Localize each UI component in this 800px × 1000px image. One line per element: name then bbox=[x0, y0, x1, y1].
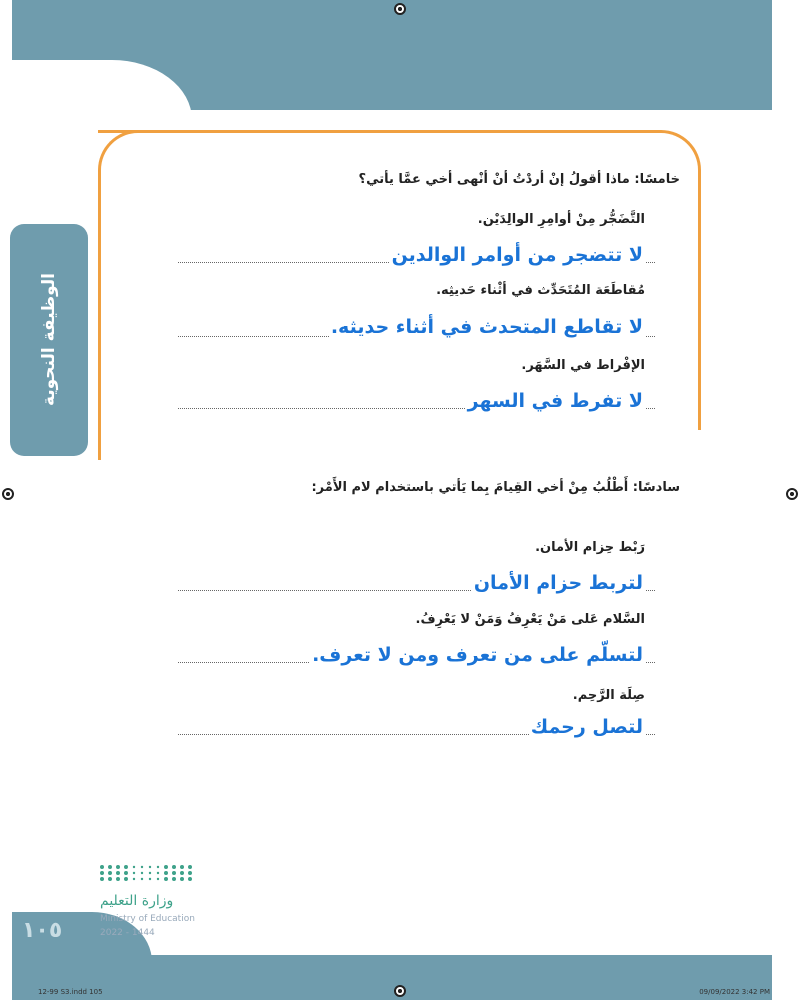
logo-dot bbox=[108, 865, 112, 869]
slug-left: 12-99 S3.indd 105 bbox=[38, 988, 103, 996]
prompt: مُقاطَعَة المُتَحَدِّث في أثْناء حَديثِه. bbox=[436, 283, 645, 298]
logo-dot bbox=[157, 866, 159, 868]
logo-dot bbox=[180, 877, 184, 881]
logo-dot bbox=[108, 871, 112, 875]
logo-dot bbox=[100, 877, 104, 881]
ministry-logo-dots bbox=[100, 865, 190, 881]
logo-dot bbox=[141, 878, 143, 880]
logo-dot bbox=[188, 877, 192, 881]
logo-dot bbox=[149, 878, 151, 880]
prompt: السَّلام عَلى مَنْ يَعْرِفُ وَمَنْ لا يَعْرِفُ. bbox=[415, 612, 645, 627]
logo-dot bbox=[124, 865, 128, 869]
logo-dot bbox=[108, 877, 112, 881]
logo-dot bbox=[124, 877, 128, 881]
side-tab-label: الوظيفة النحوية bbox=[39, 273, 59, 407]
logo-dot bbox=[133, 872, 135, 874]
logo-dot bbox=[133, 878, 135, 880]
logo-dot bbox=[157, 878, 159, 880]
answer[interactable]: لا تفرط في السهر bbox=[467, 390, 643, 412]
logo-arabic: وزارة التعليم bbox=[100, 893, 174, 909]
prompt: الإفْراط في السَّهَر. bbox=[521, 358, 645, 373]
logo-dot bbox=[188, 865, 192, 869]
prompt: صِلَة الرَّحِم. bbox=[572, 688, 645, 703]
page-number: ١٠٥ bbox=[22, 918, 63, 943]
logo-dot bbox=[172, 871, 176, 875]
logo-dot bbox=[164, 865, 168, 869]
question-6: سادسًا: أَطْلُبُ مِنْ أخي القِيامَ بِما يَأتي باستخدام لام الأَمْر: bbox=[311, 480, 680, 495]
logo-dot bbox=[172, 865, 176, 869]
logo-dot bbox=[188, 871, 192, 875]
registration-mark-icon bbox=[394, 985, 406, 997]
answer[interactable]: لتسلّم على من تعرف ومن لا تعرف. bbox=[312, 644, 643, 666]
logo-dot bbox=[116, 877, 120, 881]
answer[interactable]: لا تقاطع المتحدث في أثناء حديثه. bbox=[330, 316, 643, 338]
answer[interactable]: لا تتضجر من أوامر الوالدين bbox=[391, 244, 643, 266]
logo-dot bbox=[141, 872, 143, 874]
footer-band bbox=[12, 955, 772, 1000]
logo-year: 2022 - 1444 bbox=[100, 928, 155, 938]
side-tab bbox=[10, 224, 88, 456]
answer[interactable]: لتربط حزام الأمان bbox=[473, 572, 643, 594]
prompt: رَبْط حِزام الأمان. bbox=[535, 540, 645, 555]
logo-dot bbox=[157, 872, 159, 874]
logo-dot bbox=[116, 871, 120, 875]
logo-dot bbox=[149, 866, 151, 868]
logo-dot bbox=[180, 871, 184, 875]
registration-mark-icon bbox=[2, 488, 14, 500]
logo-dot bbox=[116, 865, 120, 869]
slug-right: 09/09/2022 3:42 PM bbox=[699, 988, 770, 996]
answer[interactable]: لتصل رحمك bbox=[530, 716, 643, 738]
logo-dot bbox=[124, 871, 128, 875]
logo-dot bbox=[100, 871, 104, 875]
logo-english: Ministry of Education bbox=[100, 914, 195, 924]
registration-mark-icon bbox=[786, 488, 798, 500]
logo-dot bbox=[100, 865, 104, 869]
prompt: التَّضَجُّر مِنْ أوامِرِ الوالِدَيْن. bbox=[477, 212, 645, 227]
question-5: خامسًا: ماذا أقولُ إنْ أردْتُ أنْ أنْهى أخي عمَّا يأتي؟ bbox=[358, 172, 680, 187]
logo-dot bbox=[141, 866, 143, 868]
logo-dot bbox=[149, 872, 151, 874]
logo-dot bbox=[180, 865, 184, 869]
logo-dot bbox=[133, 866, 135, 868]
registration-mark-icon bbox=[394, 3, 406, 15]
logo-dot bbox=[164, 871, 168, 875]
exercise-frame-left bbox=[98, 130, 138, 460]
logo-dot bbox=[172, 877, 176, 881]
logo-dot bbox=[164, 877, 168, 881]
